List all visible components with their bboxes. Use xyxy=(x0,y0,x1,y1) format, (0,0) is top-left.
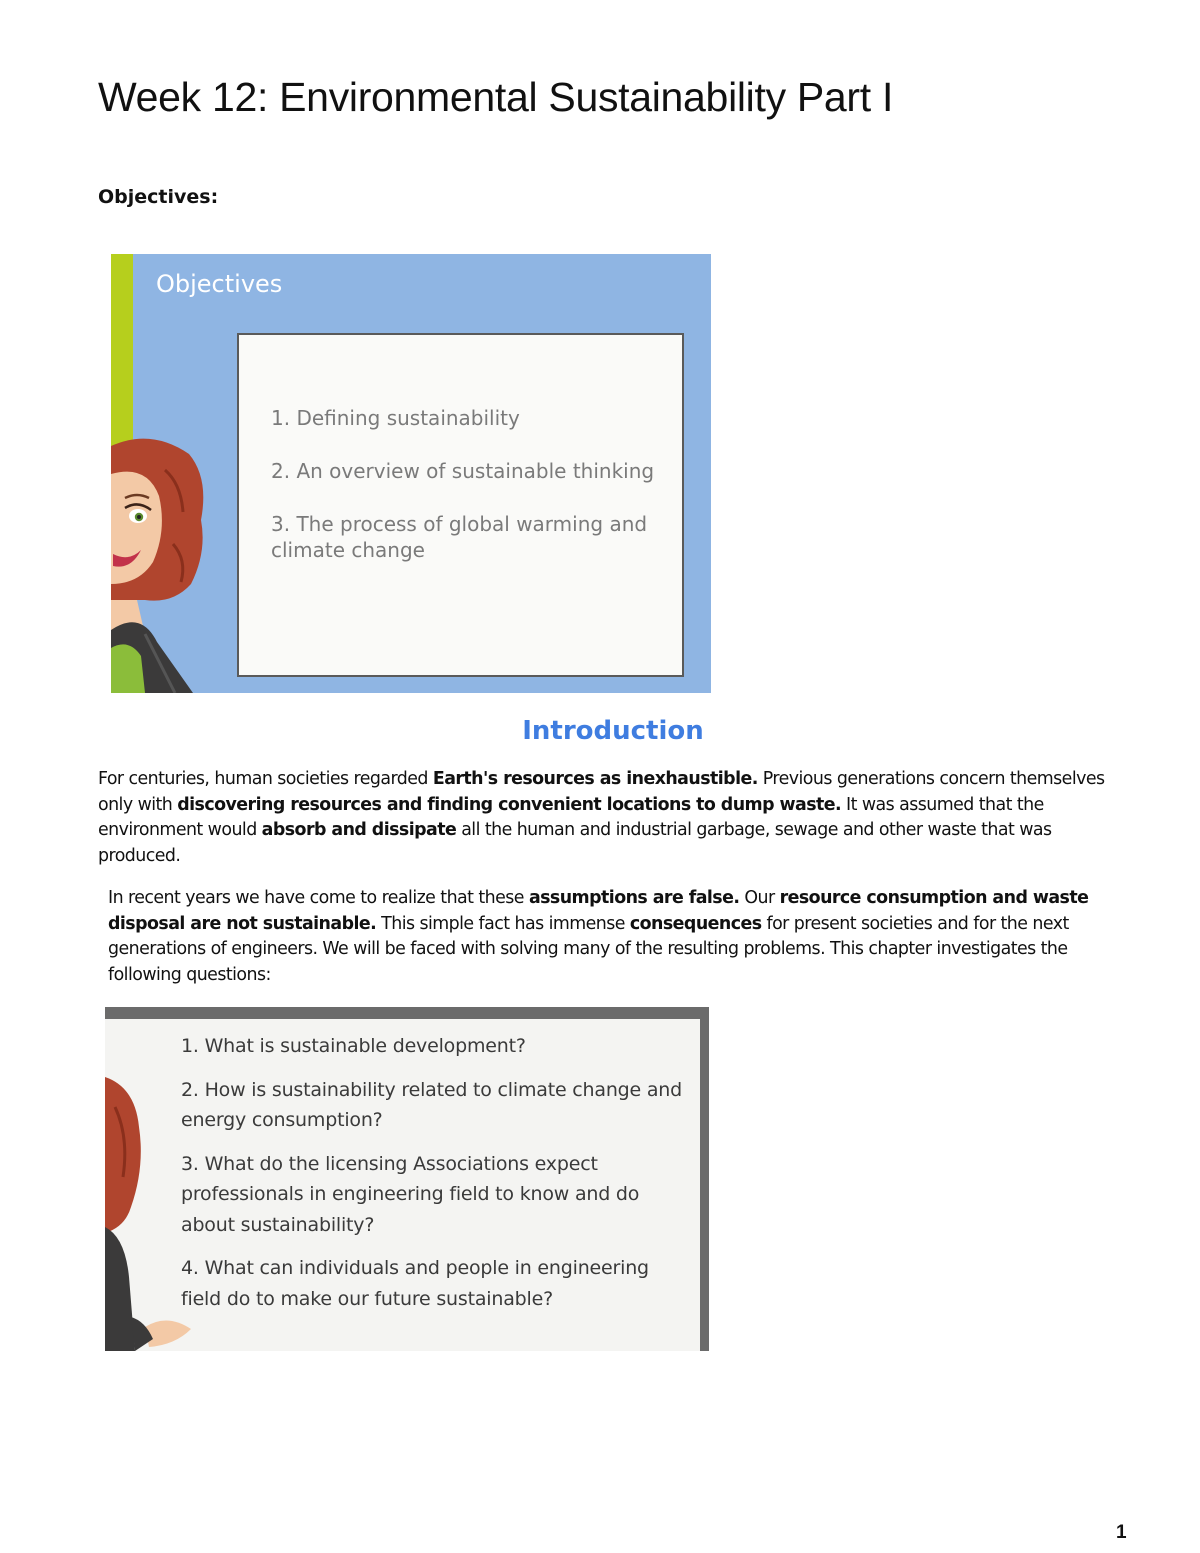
emphasis-run: discovering resources and finding convenient locations to dump waste. xyxy=(177,794,842,815)
page-number: 1 xyxy=(1116,1522,1127,1543)
emphasis-run: assumptions are false. xyxy=(528,888,740,908)
text-run: Our xyxy=(739,888,780,908)
objectives-label: Objectives: xyxy=(98,186,219,208)
objectives-slide-image xyxy=(111,254,711,693)
page-title: Week 12: Environmental Sustainability Part I xyxy=(98,74,894,120)
emphasis-run: Earth's resources as inexhaustible. xyxy=(432,769,758,789)
list-item: 4. What can individuals and people in engineering field do to make our future sustainable? xyxy=(181,1257,649,1310)
introduction-heading: Introduction xyxy=(522,716,704,746)
text-run: In recent years we have come to realize that these xyxy=(108,888,529,908)
text-run: all the human and industrial garbage, sewage and other waste that was produced. xyxy=(98,820,1052,866)
list-item: 3. What do the licensing Associations expect professionals in engineering field to know and do about sustainability? xyxy=(181,1152,640,1236)
slide-frame-right xyxy=(700,1007,709,1351)
intro-paragraph-2 xyxy=(108,886,1108,988)
emphasis-run: resource consumption and waste disposal are not sustainable. xyxy=(108,888,1089,934)
list-item: 1. What is sustainable development? xyxy=(181,1035,526,1057)
cartoon-woman-icon xyxy=(111,434,211,693)
intro-paragraph-1 xyxy=(98,767,1128,869)
slide-frame-top xyxy=(105,1007,709,1019)
objectives-list xyxy=(271,405,671,590)
list-item: 1. Defining sustainability xyxy=(271,406,520,430)
questions-slide-image xyxy=(105,1007,709,1351)
slide-content-box xyxy=(237,333,684,677)
slide-heading: Objectives xyxy=(156,270,283,298)
emphasis-run: absorb and dissipate xyxy=(261,820,457,841)
text-run: It was assumed that the environment would xyxy=(98,794,1044,841)
emphasis-run: consequences xyxy=(629,913,762,934)
text-run: for present societies and for the next generations of engineers. We will be faced with solving many of the resulting problems. This chapter investigates the following questions: xyxy=(108,913,1069,985)
text-run: For centuries, human societies regarded xyxy=(98,769,433,789)
text-run: Previous generations concern themselves only with xyxy=(98,769,1105,815)
questions-list xyxy=(181,1031,691,1327)
list-item: 3. The process of global warming and climate change xyxy=(271,512,648,562)
text-run: This simple fact has immense xyxy=(376,913,630,934)
list-item: 2. An overview of sustainable thinking xyxy=(271,459,655,483)
list-item: 2. How is sustainability related to climate change and energy consumption? xyxy=(181,1078,683,1131)
